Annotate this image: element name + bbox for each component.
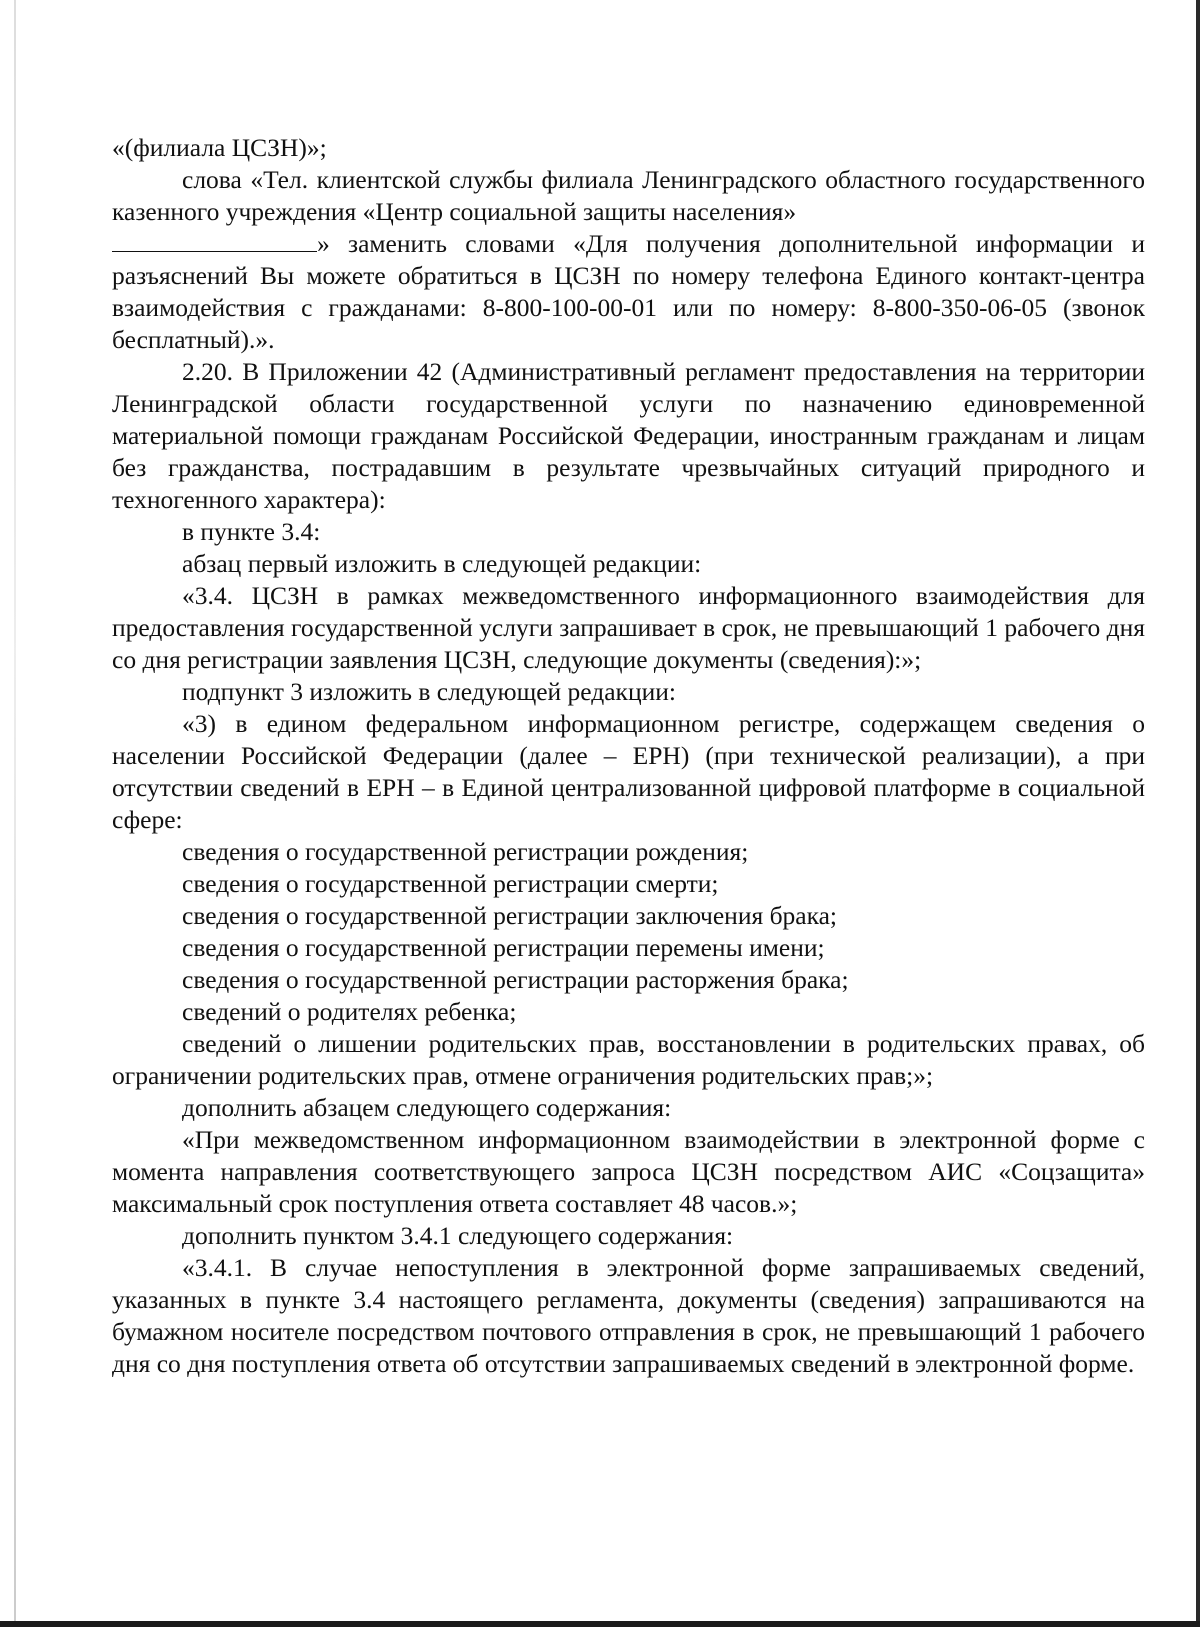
scan-edge-left (14, 0, 16, 1627)
list-item: сведения о государственной регистрации рождения; (182, 837, 749, 866)
paragraph: подпункт 3 изложить в следующей редакции: (182, 677, 676, 706)
document-body (112, 132, 1145, 1380)
paragraph-with-blank (112, 228, 1145, 356)
list-item: сведений о лишении родительских прав, восстановлении в родительских правах, об ограничении родительских прав, отмене ограничения родительских прав;»; (112, 1029, 1145, 1090)
list-item: сведения о государственной регистрации перемены имени; (182, 933, 825, 962)
paragraph: абзац первый изложить в следующей редакции: (182, 549, 702, 578)
paragraph: в пункте 3.4: (182, 517, 321, 546)
paragraph-text: » заменить словами «Для получения дополнительной информации и разъяснений Вы можете обратиться в ЦСЗН по номеру телефона Единого контакт-центра взаимодействия с гражданами: 8-800-100-00-01 или по номеру: 8-800-350-06-05 (звонок бесплатный).». (112, 229, 1145, 354)
list-item: сведения о государственной регистрации смерти; (182, 869, 719, 898)
paragraph: «При межведомственном информационном взаимодействии в электронной форме с момента направления соответствующего запроса ЦСЗН посредством АИС «Соцзащита» максимальный срок поступления ответа составляет 48 часов.»; (112, 1125, 1145, 1218)
paragraph: «3.4.1. В случае непоступления в электронной форме запрашиваемых сведений, указанных в пункте 3.4 настоящего регламента, документы (сведения) запрашиваются на бумажном носителе посредством почтового отправления в срок, не превышающий 1 рабочего дня со дня поступления ответа об отсутствии запрашиваемых сведений в электронной форме. (112, 1253, 1145, 1378)
list-item: сведений о родителях ребенка; (182, 997, 517, 1026)
list-item: сведения о государственной регистрации заключения брака; (182, 901, 838, 930)
paragraph: дополнить пунктом 3.4.1 следующего содержания: (182, 1221, 734, 1250)
paragraph: слова «Тел. клиентской службы филиала Ленинградского областного государственного казенного учреждения «Центр социальной защиты населения» (112, 165, 1145, 226)
blank-line (112, 233, 317, 252)
paragraph: «3.4. ЦСЗН в рамках межведомственного информационного взаимодействия для предоставления государственной услуги запрашивает в срок, не превышающий 1 рабочего дня со дня регистрации заявления ЦСЗН, следующие документы (сведения):»; (112, 581, 1145, 674)
paragraph: дополнить абзацем следующего содержания: (182, 1093, 672, 1122)
list-item: сведения о государственной регистрации расторжения брака; (182, 965, 849, 994)
scan-edge-bottom (0, 1621, 1200, 1627)
scan-edge-right (1196, 0, 1200, 1627)
paragraph: «3) в едином федеральном информационном регистре, содержащем сведения о населении Российской Федерации (далее – ЕРН) (при технической реализации), а при отсутствии сведений в ЕРН – в Единой централизованной цифровой платформе в социальной сфере: (112, 709, 1145, 834)
paragraph: «(филиала ЦСЗН)»; (112, 133, 327, 162)
paragraph: 2.20. В Приложении 42 (Административный регламент предоставления на территории Ленинградской области государственной услуги по назначению единовременной материальной помощи гражданам Российской Федерации, иностранным гражданам и лицам без гражданства, пострадавшим в результате чрезвычайных ситуаций природного и техногенного характера): (112, 357, 1145, 514)
